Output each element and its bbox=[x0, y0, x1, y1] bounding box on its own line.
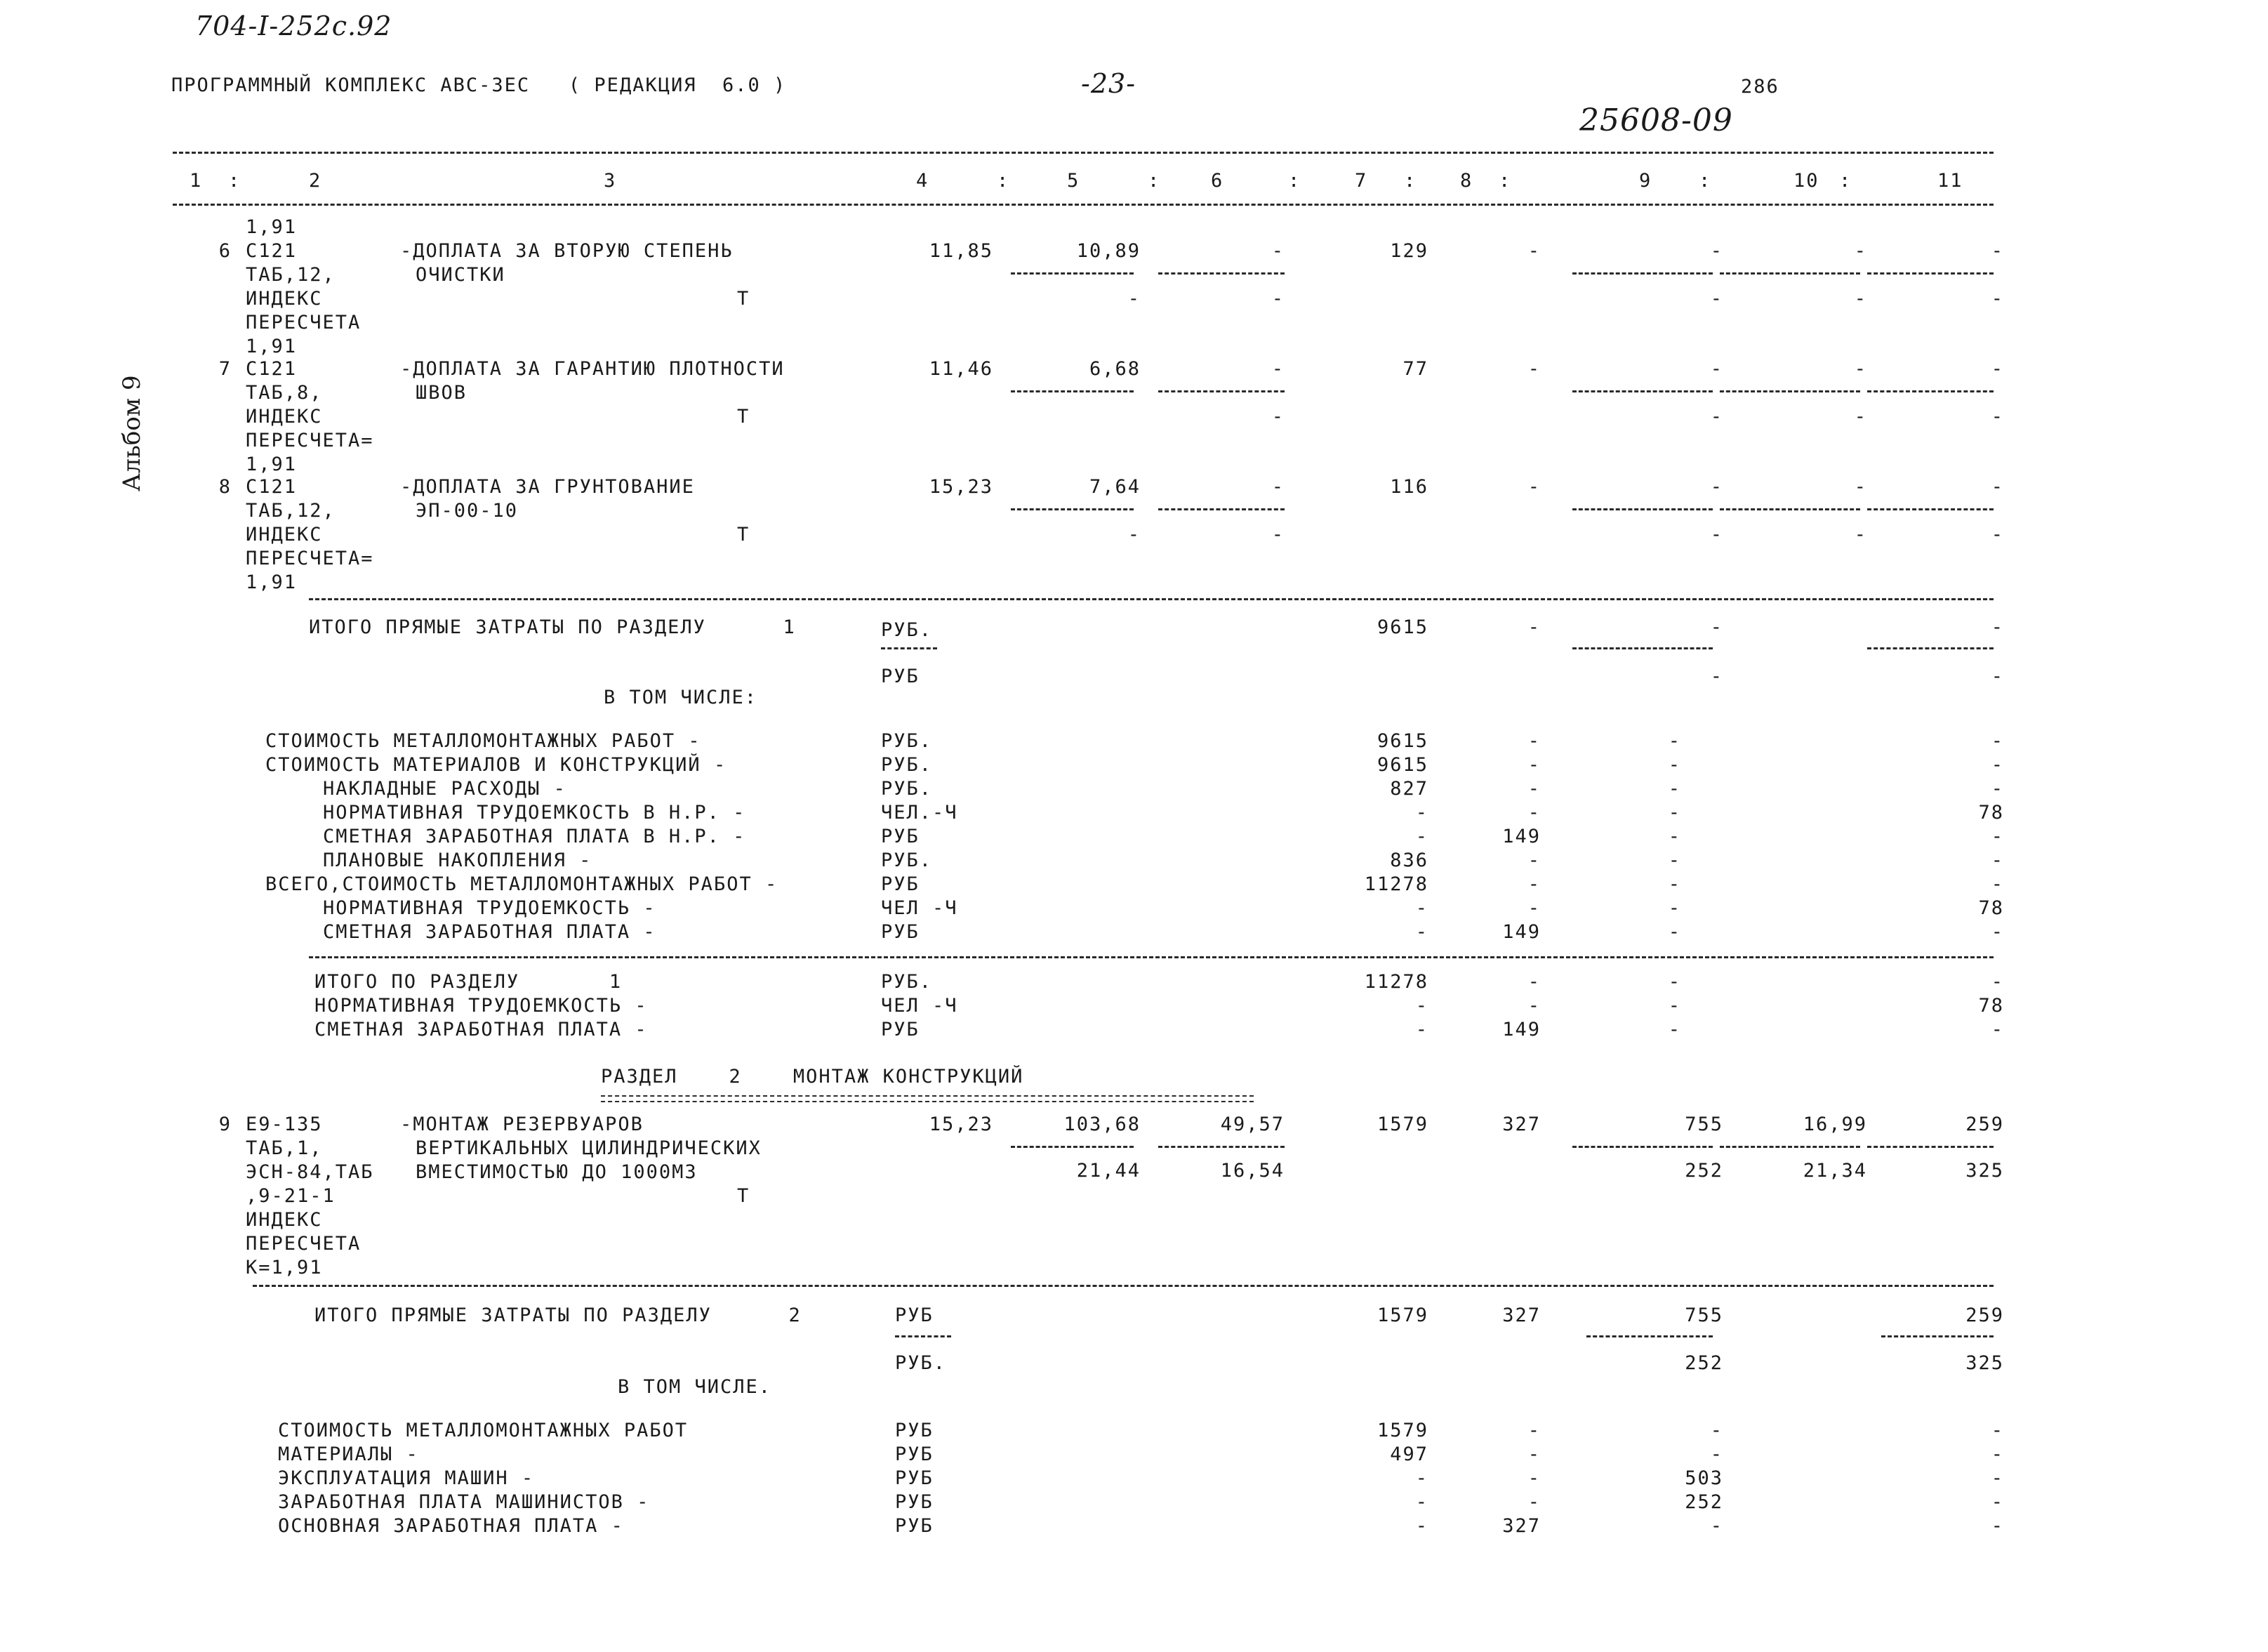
section1-final-c7: - bbox=[1415, 995, 1428, 1017]
section1-total-c7: 9615 bbox=[1377, 616, 1428, 638]
item-code: Е9-135 bbox=[246, 1114, 323, 1135]
summary-c8: - bbox=[1527, 778, 1541, 800]
section1-final-unit: РУБ bbox=[881, 1019, 920, 1040]
summary-c7: 1579 bbox=[1377, 1420, 1428, 1441]
value-c6-second: - bbox=[1271, 524, 1285, 546]
including-label: В ТОМ ЧИСЛЕ: bbox=[604, 687, 758, 708]
cell-split-rule bbox=[1867, 272, 1994, 275]
summary-c11: - bbox=[1991, 1467, 2004, 1489]
value-c4: 15,23 bbox=[929, 476, 993, 498]
summary-c8: 149 bbox=[1502, 826, 1541, 847]
summary-row-unit: РУБ bbox=[895, 1467, 934, 1489]
summary-c8: - bbox=[1527, 850, 1541, 871]
summary-c7: 827 bbox=[1390, 778, 1428, 800]
summary-row-label: СМЕТНАЯ ЗАРАБОТНАЯ ПЛАТА - bbox=[323, 921, 656, 943]
cell-split-rule bbox=[881, 647, 937, 649]
section-rule bbox=[253, 1285, 1994, 1287]
summary-row-label: ПЛАНОВЫЕ НАКОПЛЕНИЯ - bbox=[323, 850, 592, 871]
cell-split-rule bbox=[1158, 390, 1285, 392]
item-code: ТАБ,8, bbox=[246, 382, 323, 404]
section2-total2-c9: 252 bbox=[1685, 1352, 1723, 1374]
summary-row-label: НОРМАТИВНАЯ ТРУДОЕМКОСТЬ - bbox=[323, 897, 656, 919]
cell-split-rule bbox=[1867, 390, 1994, 392]
item-number: 8 bbox=[218, 476, 232, 498]
cell-split-rule bbox=[1572, 272, 1713, 275]
document-code: 25608-09 bbox=[1579, 103, 1733, 138]
section1-final-c11: 78 bbox=[1978, 995, 2004, 1017]
section2-total-c7: 1579 bbox=[1377, 1304, 1428, 1326]
value-c7: 77 bbox=[1402, 358, 1428, 380]
value-c8: - bbox=[1527, 240, 1541, 262]
section1-final-unit: РУБ. bbox=[881, 971, 933, 993]
table-header-rule bbox=[173, 204, 1994, 206]
summary-c8: - bbox=[1527, 1491, 1541, 1513]
item-code: К=1,91 bbox=[246, 1257, 323, 1278]
value-c10-second: - bbox=[1854, 524, 1867, 546]
section-rule bbox=[309, 598, 1994, 600]
value-c10: - bbox=[1854, 476, 1867, 498]
summary-c7: 9615 bbox=[1377, 754, 1428, 776]
column-separator: : bbox=[228, 170, 241, 192]
item-description: ЭП-00-10 bbox=[416, 500, 519, 522]
value-c11: - bbox=[1991, 358, 2004, 380]
value-c9-second: 252 bbox=[1685, 1160, 1723, 1182]
including-label: В ТОМ ЧИСЛЕ. bbox=[618, 1376, 772, 1398]
item-number: 6 bbox=[218, 240, 232, 262]
section1-total-label: ИТОГО ПРЯМЫЕ ЗАТРАТЫ ПО РАЗДЕЛУ 1 bbox=[309, 616, 796, 638]
item-unit: Т bbox=[737, 1185, 750, 1207]
summary-row-unit: РУБ bbox=[895, 1491, 934, 1513]
item-code: ИНДЕКС bbox=[246, 524, 323, 546]
value-c8: - bbox=[1527, 358, 1541, 380]
item-code: ИНДЕКС bbox=[246, 406, 323, 428]
section1-final-c9: - bbox=[1668, 995, 1681, 1017]
summary-c9: - bbox=[1710, 1420, 1723, 1441]
column-header-9: 9 bbox=[1639, 170, 1652, 192]
item-number: 9 bbox=[218, 1114, 232, 1135]
column-header-7: 7 bbox=[1355, 170, 1368, 192]
section1-final-c11: - bbox=[1991, 971, 2004, 993]
value-c11: - bbox=[1991, 476, 2004, 498]
section2-title: РАЗДЕЛ 2 МОНТАЖ КОНСТРУКЦИЙ bbox=[601, 1066, 1024, 1088]
value-c9-second: - bbox=[1710, 524, 1723, 546]
item-code: ИНДЕКС bbox=[246, 288, 323, 310]
value-c10: - bbox=[1854, 358, 1867, 380]
value-c4: 15,23 bbox=[929, 1114, 993, 1135]
summary-row-label: НАКЛАДНЫЕ РАСХОДЫ - bbox=[323, 778, 566, 800]
item-code: ТАБ,12, bbox=[246, 264, 336, 286]
summary-row-unit: ЧЕЛ.-Ч bbox=[881, 802, 958, 824]
summary-row-unit: РУБ. bbox=[881, 850, 933, 871]
summary-row-label: ЗАРАБОТНАЯ ПЛАТА МАШИНИСТОВ - bbox=[278, 1491, 650, 1513]
section2-total-unit: РУБ bbox=[895, 1304, 934, 1326]
item-code: ТАБ,12, bbox=[246, 500, 336, 522]
section2-total-c11: 259 bbox=[1965, 1304, 2004, 1326]
summary-row-unit: РУБ bbox=[881, 826, 920, 847]
column-separator: : bbox=[1839, 170, 1852, 192]
value-c11-second: - bbox=[1991, 406, 2004, 428]
value-c10-second: 21,34 bbox=[1803, 1160, 1867, 1182]
summary-c8: - bbox=[1527, 897, 1541, 919]
item-description: ШВОВ bbox=[416, 382, 467, 404]
summary-c8: 149 bbox=[1502, 921, 1541, 943]
cell-split-rule bbox=[1572, 647, 1713, 649]
summary-c9: - bbox=[1668, 921, 1681, 943]
value-c6: 49,57 bbox=[1220, 1114, 1285, 1135]
summary-c7: - bbox=[1415, 921, 1428, 943]
summary-c7: - bbox=[1415, 1467, 1428, 1489]
item-code: ЭСН-84,ТАБ bbox=[246, 1161, 374, 1183]
value-c4: 11,85 bbox=[929, 240, 993, 262]
column-separator: : bbox=[1499, 170, 1512, 192]
section1-total-unit: РУБ. bbox=[881, 619, 933, 641]
album-label: Альбом 9 bbox=[118, 375, 146, 491]
section1-final-label: СМЕТНАЯ ЗАРАБОТНАЯ ПЛАТА - bbox=[314, 1019, 648, 1040]
summary-c11: - bbox=[1991, 873, 2004, 895]
summary-row-unit: РУБ bbox=[881, 873, 920, 895]
value-c10: - bbox=[1854, 240, 1867, 262]
column-header-1: 1 bbox=[190, 170, 203, 192]
summary-row-unit: РУБ bbox=[895, 1420, 934, 1441]
section2-total2-c11: 325 bbox=[1965, 1352, 2004, 1374]
section1-final-c9: - bbox=[1668, 971, 1681, 993]
cell-split-rule bbox=[1720, 390, 1860, 392]
item-unit: Т bbox=[737, 406, 750, 428]
summary-c8: - bbox=[1527, 873, 1541, 895]
item-code: С121 bbox=[246, 240, 298, 262]
section1-total-c9: - bbox=[1710, 616, 1723, 638]
summary-c9: - bbox=[1710, 1515, 1723, 1537]
summary-row-label: МАТЕРИАЛЫ - bbox=[278, 1443, 419, 1465]
summary-c11: - bbox=[1991, 730, 2004, 752]
summary-row-unit: РУБ bbox=[881, 921, 920, 943]
cell-split-rule bbox=[1158, 272, 1285, 275]
section1-total-c8: - bbox=[1527, 616, 1541, 638]
cell-split-rule bbox=[1158, 508, 1285, 510]
summary-c9: - bbox=[1668, 754, 1681, 776]
column-header-11: 11 bbox=[1937, 170, 1963, 192]
summary-c11: - bbox=[1991, 778, 2004, 800]
summary-c8: - bbox=[1527, 730, 1541, 752]
item-description: -ДОПЛАТА ЗА ГАРАНТИЮ ПЛОТНОСТИ bbox=[400, 358, 785, 380]
summary-c8: - bbox=[1527, 1467, 1541, 1489]
column-header-6: 6 bbox=[1211, 170, 1224, 192]
summary-row-unit: РУБ. bbox=[881, 730, 933, 752]
summary-c11: 78 bbox=[1978, 802, 2004, 824]
section-rule bbox=[309, 956, 1994, 958]
cell-split-rule bbox=[1720, 508, 1860, 510]
cell-split-rule bbox=[1572, 390, 1713, 392]
section1-total-c11: - bbox=[1991, 616, 2004, 638]
cell-split-rule bbox=[1011, 508, 1134, 510]
value-c9: - bbox=[1710, 358, 1723, 380]
summary-c9: 252 bbox=[1685, 1491, 1723, 1513]
item-code: 1,91 bbox=[246, 454, 298, 475]
summary-c9: - bbox=[1668, 778, 1681, 800]
summary-c8: - bbox=[1527, 1443, 1541, 1465]
value-c6: - bbox=[1271, 240, 1285, 262]
value-c11: 259 bbox=[1965, 1114, 2004, 1135]
column-header-8: 8 bbox=[1460, 170, 1473, 192]
value-c5-second: - bbox=[1127, 524, 1141, 546]
code-continuation: 1,91 bbox=[246, 216, 298, 238]
item-description: -ДОПЛАТА ЗА ГРУНТОВАНИЕ bbox=[400, 476, 695, 498]
summary-c9: 503 bbox=[1685, 1467, 1723, 1489]
value-c5: 103,68 bbox=[1063, 1114, 1141, 1135]
table-top-rule bbox=[173, 152, 1994, 154]
summary-c9: - bbox=[1710, 1443, 1723, 1465]
item-code: ТАБ,1, bbox=[246, 1137, 323, 1159]
summary-c11: - bbox=[1991, 1491, 2004, 1513]
column-separator: : bbox=[1404, 170, 1417, 192]
section1-final-label: НОРМАТИВНАЯ ТРУДОЕМКОСТЬ - bbox=[314, 995, 648, 1017]
summary-c9: - bbox=[1668, 873, 1681, 895]
cell-split-rule bbox=[1720, 272, 1860, 275]
value-c6: - bbox=[1271, 358, 1285, 380]
summary-row-label: СТОИМОСТЬ МЕТАЛЛОМОНТАЖНЫХ РАБОТ - bbox=[265, 730, 701, 752]
item-description: ВМЕСТИМОСТЬЮ ДО 1000М3 bbox=[416, 1161, 698, 1183]
summary-row-label: ВСЕГО,СТОИМОСТЬ МЕТАЛЛОМОНТАЖНЫХ РАБОТ - bbox=[265, 873, 778, 895]
value-c6-second: 16,54 bbox=[1220, 1160, 1285, 1182]
value-c10-second: - bbox=[1854, 406, 1867, 428]
cell-split-rule bbox=[1867, 647, 1994, 649]
column-separator: : bbox=[1288, 170, 1301, 192]
item-code: С121 bbox=[246, 476, 298, 498]
item-unit: Т bbox=[737, 524, 750, 546]
summary-c7: 11278 bbox=[1364, 873, 1428, 895]
column-header-3: 3 bbox=[604, 170, 617, 192]
summary-row-unit: РУБ. bbox=[881, 754, 933, 776]
value-c8: - bbox=[1527, 476, 1541, 498]
value-c11-second: - bbox=[1991, 524, 2004, 546]
item-code: С121 bbox=[246, 358, 298, 380]
summary-row-label: ОСНОВНАЯ ЗАРАБОТНАЯ ПЛАТА - bbox=[278, 1515, 624, 1537]
cell-split-rule bbox=[1011, 272, 1134, 275]
item-code: ПЕРЕСЧЕТА= bbox=[246, 548, 374, 569]
item-code: 1,91 bbox=[246, 336, 298, 357]
summary-c7: - bbox=[1415, 802, 1428, 824]
summary-row-unit: РУБ bbox=[895, 1515, 934, 1537]
summary-c9: - bbox=[1668, 897, 1681, 919]
summary-c11: - bbox=[1991, 1443, 2004, 1465]
section1-final-c8: - bbox=[1527, 971, 1541, 993]
cell-split-rule bbox=[1572, 1146, 1713, 1148]
item-description: ОЧИСТКИ bbox=[416, 264, 505, 286]
summary-c11: - bbox=[1991, 826, 2004, 847]
item-code: ПЕРЕСЧЕТА bbox=[246, 1233, 362, 1255]
section2-total-c8: 327 bbox=[1502, 1304, 1541, 1326]
section1-total-unit2: РУБ bbox=[881, 666, 920, 687]
section1-final-c9: - bbox=[1668, 1019, 1681, 1040]
value-c10-second: - bbox=[1854, 288, 1867, 310]
summary-row-label: НОРМАТИВНАЯ ТРУДОЕМКОСТЬ В Н.Р. - bbox=[323, 802, 746, 824]
summary-row-label: СМЕТНАЯ ЗАРАБОТНАЯ ПЛАТА В Н.Р. - bbox=[323, 826, 746, 847]
summary-c8: - bbox=[1527, 802, 1541, 824]
section2-total-c9: 755 bbox=[1685, 1304, 1723, 1326]
summary-c7: - bbox=[1415, 826, 1428, 847]
item-code: 1,91 bbox=[246, 571, 298, 593]
cell-split-rule bbox=[895, 1335, 951, 1337]
summary-c9: - bbox=[1668, 826, 1681, 847]
archive-stamp: 704-I-252c.92 bbox=[195, 11, 392, 41]
cell-split-rule bbox=[1586, 1335, 1713, 1337]
section1-final-c7: - bbox=[1415, 1019, 1428, 1040]
column-header-2: 2 bbox=[309, 170, 322, 192]
value-c5: 6,68 bbox=[1089, 358, 1141, 380]
summary-c7: 497 bbox=[1390, 1443, 1428, 1465]
section1-total2-c9: - bbox=[1710, 666, 1723, 687]
summary-row-unit: РУБ bbox=[895, 1443, 934, 1465]
value-c10: 16,99 bbox=[1803, 1114, 1867, 1135]
summary-c7: - bbox=[1415, 1515, 1428, 1537]
value-c5: 7,64 bbox=[1089, 476, 1141, 498]
column-header-10: 10 bbox=[1793, 170, 1819, 192]
value-c8: 327 bbox=[1502, 1114, 1541, 1135]
summary-c8: - bbox=[1527, 754, 1541, 776]
summary-c11: - bbox=[1991, 754, 2004, 776]
section1-final-c8: - bbox=[1527, 995, 1541, 1017]
section1-final-unit: ЧЕЛ -Ч bbox=[881, 995, 958, 1017]
section2-total-unit2: РУБ. bbox=[895, 1352, 947, 1374]
value-c6-second: - bbox=[1271, 406, 1285, 428]
item-description: -МОНТАЖ РЕЗЕРВУАРОВ bbox=[400, 1114, 644, 1135]
summary-c11: 78 bbox=[1978, 897, 2004, 919]
section-title-underline bbox=[601, 1095, 1254, 1102]
section1-final-label: ИТОГО ПО РАЗДЕЛУ 1 bbox=[314, 971, 623, 993]
item-code: ПЕРЕСЧЕТА= bbox=[246, 430, 374, 451]
cell-split-rule bbox=[1572, 508, 1713, 510]
summary-row-label: ЭКСПЛУАТАЦИЯ МАШИН - bbox=[278, 1467, 535, 1489]
column-separator: : bbox=[1699, 170, 1712, 192]
value-c7: 1579 bbox=[1377, 1114, 1428, 1135]
summary-c9: - bbox=[1668, 730, 1681, 752]
value-c11-second: 325 bbox=[1965, 1160, 2004, 1182]
item-description: ВЕРТИКАЛЬНЫХ ЦИЛИНДРИЧЕСКИХ bbox=[416, 1137, 762, 1159]
summary-c7: - bbox=[1415, 897, 1428, 919]
value-c5-second: 21,44 bbox=[1076, 1160, 1141, 1182]
value-c9-second: - bbox=[1710, 288, 1723, 310]
value-c9: - bbox=[1710, 476, 1723, 498]
summary-c7: 836 bbox=[1390, 850, 1428, 871]
summary-c9: - bbox=[1668, 850, 1681, 871]
sheet-number: 286 bbox=[1741, 76, 1779, 98]
summary-c8: 327 bbox=[1502, 1515, 1541, 1537]
value-c9-second: - bbox=[1710, 406, 1723, 428]
column-separator: : bbox=[997, 170, 1010, 192]
program-header: ПРОГРАММНЫЙ КОМПЛЕКС АВС-ЗЕС ( РЕДАКЦИЯ 6.0 ) bbox=[171, 74, 787, 96]
value-c11: - bbox=[1991, 240, 2004, 262]
column-separator: : bbox=[1148, 170, 1161, 192]
summary-c11: - bbox=[1991, 1420, 2004, 1441]
summary-row-label: СТОИМОСТЬ МАТЕРИАЛОВ И КОНСТРУКЦИЙ - bbox=[265, 754, 727, 776]
cell-split-rule bbox=[1011, 1146, 1134, 1148]
summary-c11: - bbox=[1991, 921, 2004, 943]
cell-split-rule bbox=[1881, 1335, 1994, 1337]
value-c5: 10,89 bbox=[1076, 240, 1141, 262]
value-c9: 755 bbox=[1685, 1114, 1723, 1135]
section2-total-label: ИТОГО ПРЯМЫЕ ЗАТРАТЫ ПО РАЗДЕЛУ 2 bbox=[314, 1304, 802, 1326]
summary-row-unit: ЧЕЛ -Ч bbox=[881, 897, 958, 919]
value-c9: - bbox=[1710, 240, 1723, 262]
cell-split-rule bbox=[1867, 508, 1994, 510]
summary-row-unit: РУБ. bbox=[881, 778, 933, 800]
summary-c9: - bbox=[1668, 802, 1681, 824]
summary-c7: 9615 bbox=[1377, 730, 1428, 752]
section1-total2-c11: - bbox=[1991, 666, 2004, 687]
cell-split-rule bbox=[1011, 390, 1134, 392]
summary-row-label: СТОИМОСТЬ МЕТАЛЛОМОНТАЖНЫХ РАБОТ bbox=[278, 1420, 689, 1441]
summary-c8: - bbox=[1527, 1420, 1541, 1441]
page-number: -23- bbox=[1081, 68, 1136, 99]
value-c6-second: - bbox=[1271, 288, 1285, 310]
value-c5-second: - bbox=[1127, 288, 1141, 310]
item-code: ,9-21-1 bbox=[246, 1185, 336, 1207]
cell-split-rule bbox=[1158, 1146, 1285, 1148]
summary-c11: - bbox=[1991, 850, 2004, 871]
value-c4: 11,46 bbox=[929, 358, 993, 380]
column-header-4: 4 bbox=[916, 170, 929, 192]
cell-split-rule bbox=[1867, 1146, 1994, 1148]
section1-final-c8: 149 bbox=[1502, 1019, 1541, 1040]
item-description: -ДОПЛАТА ЗА ВТОРУЮ СТЕПЕНЬ bbox=[400, 240, 734, 262]
summary-c7: - bbox=[1415, 1491, 1428, 1513]
item-number: 7 bbox=[218, 358, 232, 380]
value-c6: - bbox=[1271, 476, 1285, 498]
section1-final-c11: - bbox=[1991, 1019, 2004, 1040]
cell-split-rule bbox=[1720, 1146, 1860, 1148]
summary-c11: - bbox=[1991, 1515, 2004, 1537]
value-c7: 129 bbox=[1390, 240, 1428, 262]
value-c11-second: - bbox=[1991, 288, 2004, 310]
column-header-5: 5 bbox=[1067, 170, 1080, 192]
section1-final-c7: 11278 bbox=[1364, 971, 1428, 993]
item-code: ИНДЕКС bbox=[246, 1209, 323, 1231]
item-unit: Т bbox=[737, 288, 750, 310]
item-code: ПЕРЕСЧЕТА bbox=[246, 312, 362, 333]
value-c7: 116 bbox=[1390, 476, 1428, 498]
